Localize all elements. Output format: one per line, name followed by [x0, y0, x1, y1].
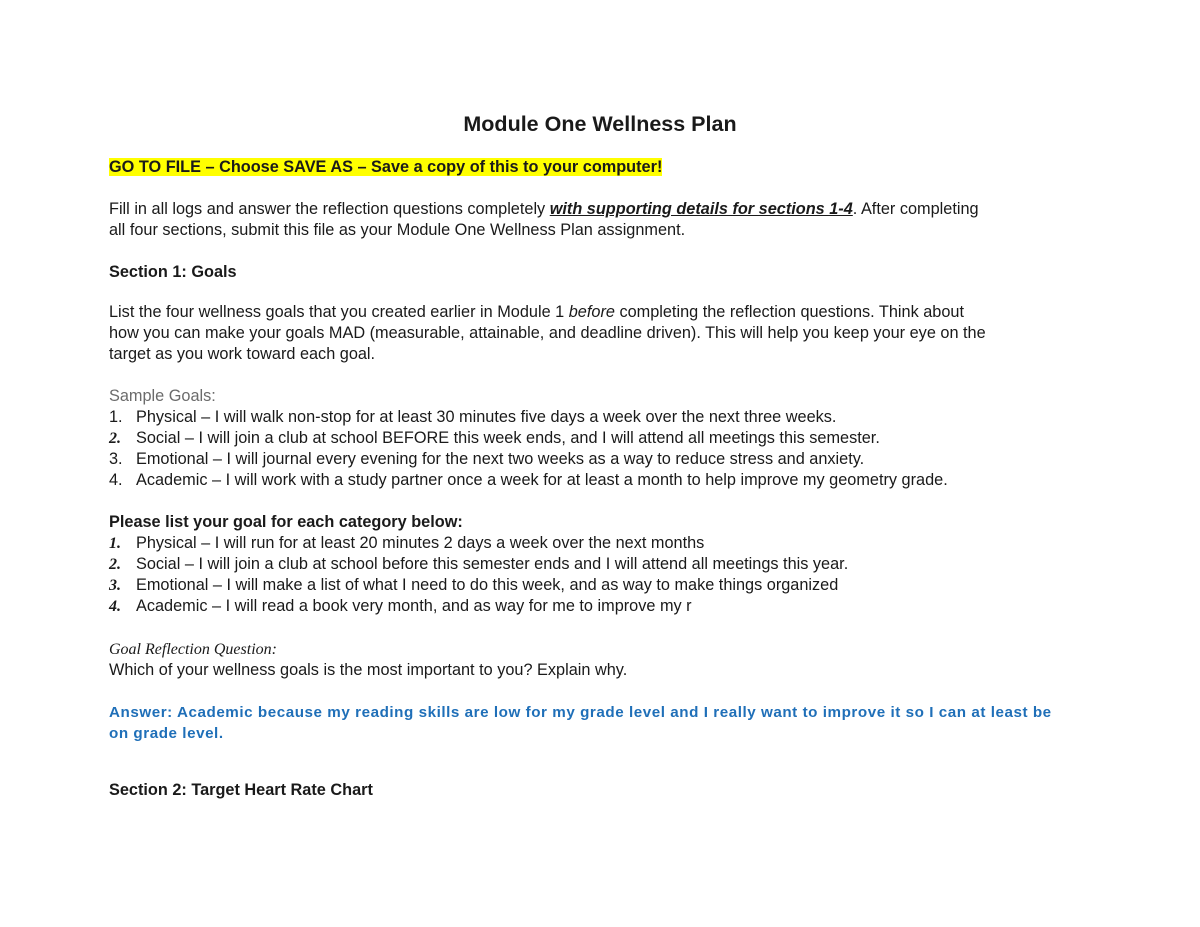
section-2-heading: Section 2: Target Heart Rate Chart	[109, 781, 373, 799]
list-number: 4.	[109, 471, 123, 489]
list-text: Social – I will join a club at school BEFORE this week ends, and I will attend all meetings this semester.	[136, 429, 880, 447]
sample-goals-label: Sample Goals:	[109, 387, 216, 405]
sample-goal-item	[109, 449, 864, 470]
save-instruction-banner	[109, 157, 662, 178]
goal-list-prompt: Please list your goal for each category below:	[109, 513, 463, 531]
my-goal-item	[109, 575, 838, 596]
intro-text: Fill in all logs and answer the reflection questions completely	[109, 200, 550, 218]
para-italic-word: before	[568, 303, 615, 321]
my-goal-item	[109, 533, 704, 554]
list-text: Emotional – I will make a list of what I need to do this week, and as way to make things organized	[136, 576, 839, 594]
intro-line-2: all four sections, submit this file as your Module One Wellness Plan assignment.	[109, 221, 686, 239]
reflection-question: Which of your wellness goals is the most important to you? Explain why.	[109, 661, 628, 679]
section-1-heading: Section 1: Goals	[109, 263, 237, 281]
para-text-end: completing the reflection questions. Think about	[614, 303, 964, 321]
list-number: 1.	[109, 535, 121, 552]
save-instruction-text: GO TO FILE – Choose SAVE AS – Save a copy of this to your computer!	[109, 158, 663, 176]
my-goal-item	[109, 554, 848, 575]
intro-line-1	[109, 199, 979, 220]
list-number: 1.	[109, 408, 123, 426]
list-number: 3.	[109, 577, 121, 594]
my-goal-item	[109, 596, 692, 617]
list-text: Physical – I will walk non-stop for at least 30 minutes five days a week over the next three weeks.	[136, 408, 837, 426]
document-title: Module One Wellness Plan	[463, 112, 737, 136]
list-text: Social – I will join a club at school before this semester ends and I will attend all meetings this year.	[136, 555, 849, 573]
list-text: Academic – I will work with a study partner once a week for at least a month to help improve my geometry grade.	[136, 471, 948, 489]
sample-goal-item	[109, 470, 948, 491]
reflection-question-label: Goal Reflection Question:	[109, 641, 277, 658]
list-number: 2.	[109, 556, 121, 573]
list-text: Academic – I will read a book very month, and as way for me to improve my r	[136, 597, 692, 615]
list-number: 3.	[109, 450, 123, 468]
section-1-para-line-2: how you can make your goals MAD (measurable, attainable, and deadline driven). This will help you keep your eye on the	[109, 324, 986, 342]
section-1-para-line-3: target as you work toward each goal.	[109, 345, 376, 363]
list-number: 4.	[109, 598, 121, 615]
list-number: 2.	[109, 430, 121, 447]
sample-goal-item	[109, 428, 880, 449]
list-text: Emotional – I will journal every evening for the next two weeks as a way to reduce stress and anxiety.	[136, 450, 865, 468]
para-text: List the four wellness goals that you created earlier in Module 1	[109, 303, 569, 321]
intro-text-end: . After completing	[852, 200, 979, 218]
section-1-para-line-1	[109, 302, 964, 323]
intro-emphasis: with supporting details for sections 1-4	[549, 200, 853, 218]
answer-line-1: Answer: Academic because my reading skills are low for my grade level and I really want to improve it so I can at least be	[109, 704, 1052, 721]
answer-line-2: on grade level.	[109, 725, 224, 742]
sample-goal-item	[109, 407, 836, 428]
list-text: Physical – I will run for at least 20 minutes 2 days a week over the next months	[136, 534, 705, 552]
